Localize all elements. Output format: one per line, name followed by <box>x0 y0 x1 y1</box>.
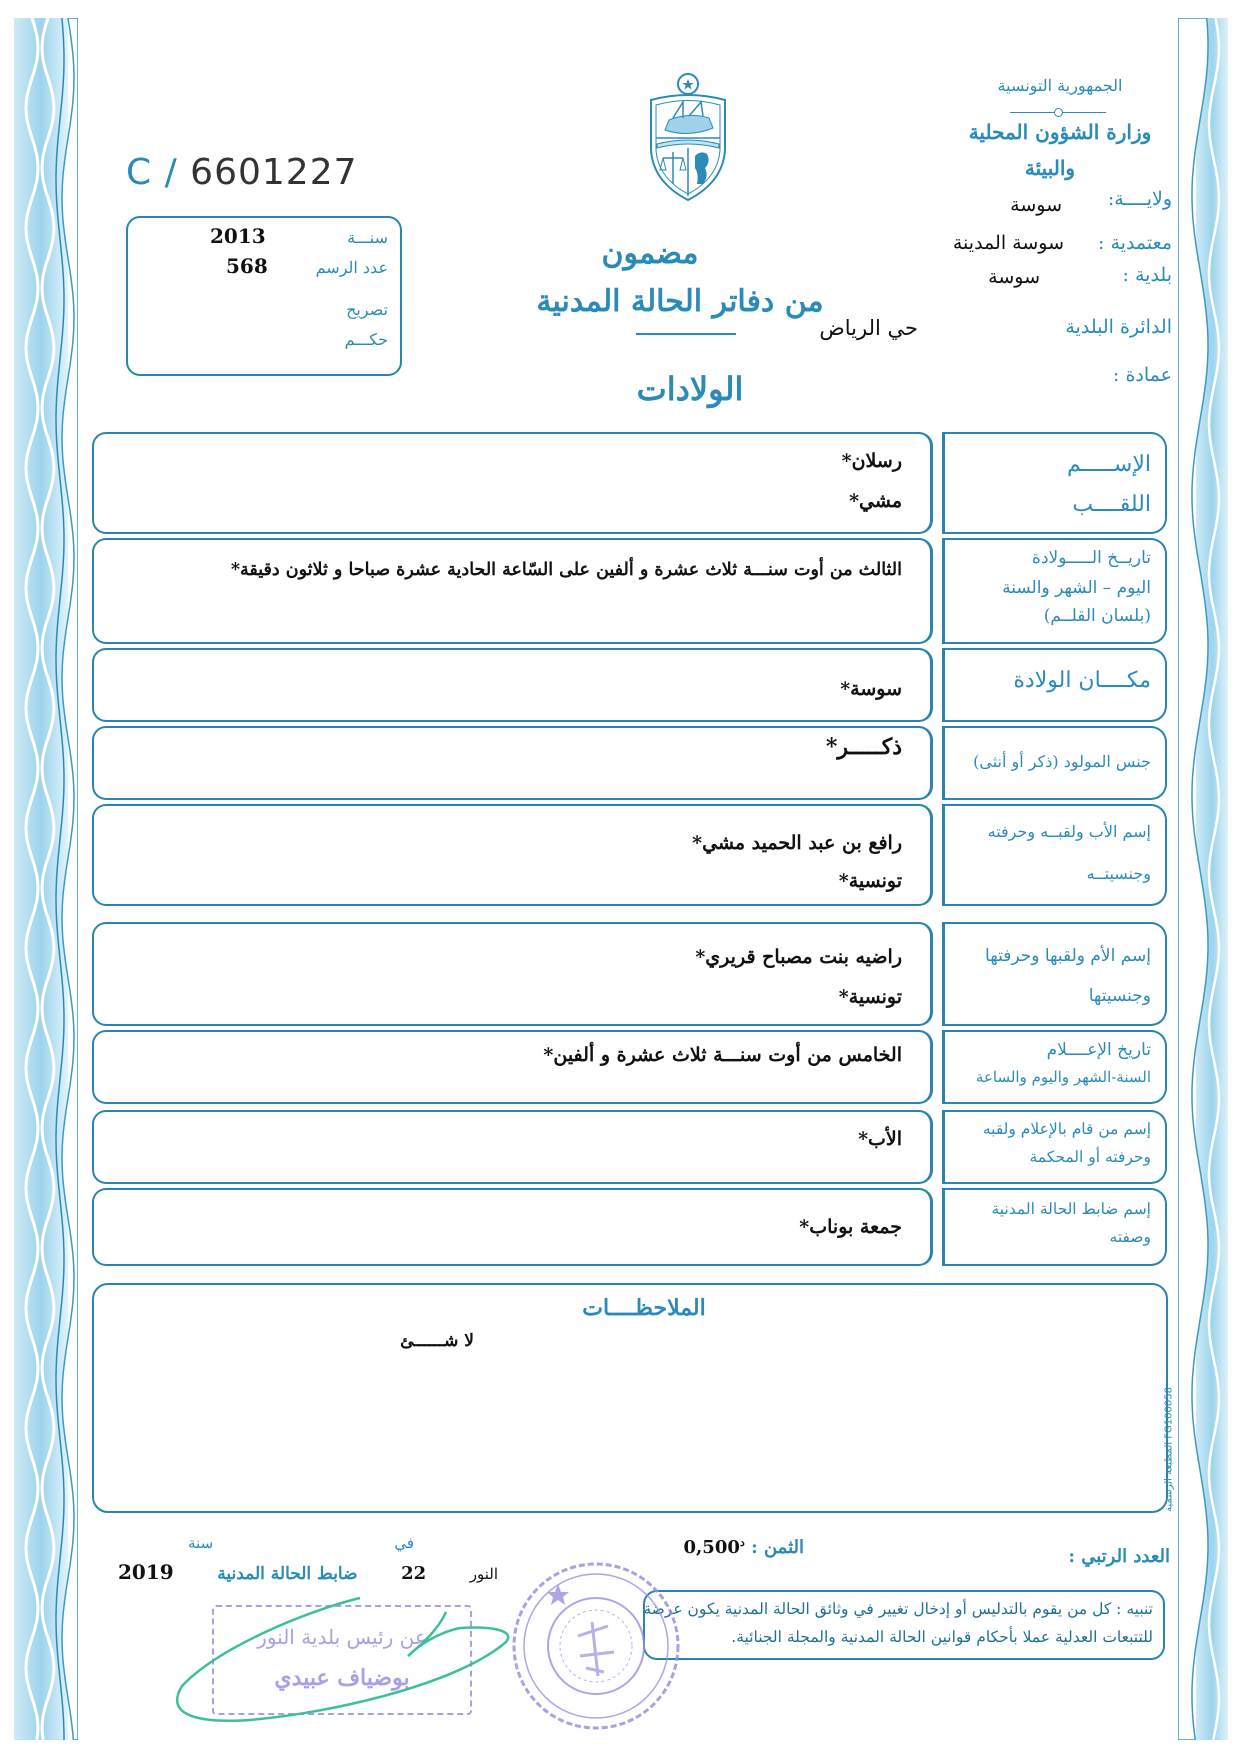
sex-label: جنس المولود (ذكر أو أنثى) <box>973 752 1151 771</box>
price-unit: د <box>739 1536 745 1549</box>
birth-place-value: سوسة* <box>840 678 902 700</box>
serial-value: 6601227 <box>190 152 358 193</box>
declarant-value: الأب* <box>858 1128 902 1150</box>
official-round-seal-icon <box>508 1556 684 1736</box>
issue-place: النور <box>469 1565 498 1583</box>
legal-warning-box <box>643 1590 1165 1660</box>
birth-date-label-1: تاريــخ الـــــولادة <box>1032 548 1151 568</box>
mother-label-1: إسم الأم ولقبها وحرفتها <box>985 946 1151 966</box>
date-in-label: في <box>394 1534 414 1552</box>
row-birth-place-value <box>92 648 933 722</box>
republic-title: الجمهورية التونسية <box>997 76 1123 95</box>
officer-value: جمعة بوناب* <box>799 1216 902 1238</box>
serial-order-label: العدد الرتبي : <box>1068 1546 1170 1567</box>
row-birth-date-value <box>92 538 933 644</box>
row-declarant-value <box>92 1110 933 1184</box>
father-label-1: إسم الأب ولقبــه وحرفته <box>987 822 1151 841</box>
sex-value: ذكـــــر* <box>825 734 902 760</box>
document-title-line-2: من دفاتر الحالة المدنية <box>536 284 824 319</box>
ministry-line-2: والبيئة <box>1024 156 1076 180</box>
price-value <box>684 1537 745 1558</box>
issue-day: 22 <box>401 1563 427 1584</box>
declaration-label: تصريح <box>346 300 388 319</box>
row-sex-label <box>942 726 1167 800</box>
declaration-date-value: الخامس من أوت سنـــة ثلاث عشرة و ألفين* <box>543 1044 902 1066</box>
warning-line-1: تنبيه : كل من يقوم بالتدليس أو إدخال تغيير في وثائق الحالة المدنية يكون عرضة <box>643 1600 1153 1618</box>
tunisia-coat-of-arms-icon <box>643 72 733 204</box>
declaration-date-label-2: السنة-الشهر واليوم والساعة <box>975 1068 1151 1086</box>
date-values-row <box>118 1560 498 1588</box>
title-underline <box>636 333 736 335</box>
birth-place-label: مكــــان الولادة <box>1013 668 1151 693</box>
officer-label-2: وصفته <box>1109 1228 1151 1246</box>
row-father-label <box>942 804 1167 906</box>
mother-nationality-value: تونسية* <box>838 986 902 1008</box>
governorate-label: ولايــــة: <box>1107 188 1172 210</box>
left-guilloche-border <box>14 18 78 1740</box>
document-title-births: الولادات <box>636 370 744 408</box>
issue-year: 2019 <box>118 1560 174 1584</box>
governorate-value: سوسة <box>1010 194 1062 216</box>
notes-value: لا شــــــئ <box>400 1331 474 1351</box>
document-title-line-1: مضمون <box>601 236 699 271</box>
row-mother-label <box>942 922 1167 1026</box>
row-officer-label <box>942 1188 1167 1266</box>
declaration-date-label-1: تاريخ الإعــــلام <box>1046 1040 1151 1060</box>
sector-label: عمادة : <box>1113 364 1172 386</box>
right-guilloche-border <box>1178 18 1228 1740</box>
mother-name-value: راضيه بنت مصباح قريري* <box>695 946 902 968</box>
register-year: 2013 <box>210 224 266 248</box>
row-name-value <box>92 432 933 534</box>
officer-label-1: إسم ضابط الحالة المدنية <box>991 1200 1151 1218</box>
serial-prefix: C / <box>126 152 178 193</box>
price-amount: 0,500 <box>683 1537 740 1558</box>
row-declarant-label <box>942 1110 1167 1184</box>
register-year-label: سنـــة <box>347 228 388 247</box>
register-number: 568 <box>226 254 268 278</box>
surname-value: مشي* <box>849 490 902 512</box>
header-separator <box>1010 112 1106 113</box>
stamp-line-1: عن رئيس بلدية النور <box>257 1625 427 1649</box>
municipal-district-label: الدائرة البلدية <box>1065 316 1172 338</box>
birth-date-value: الثالث من أوت سنـــة ثلاث عشرة و ألفين على السّاعة الحادية عشرة صباحا و ثلاثون دقيقة* <box>230 560 902 580</box>
mother-label-2: وجنسيتها <box>1088 986 1151 1006</box>
delegation-label: معتمدية : <box>1098 232 1172 254</box>
row-father-value <box>92 804 933 906</box>
municipal-district-value: حي الرياض <box>819 316 918 340</box>
first-name-label: الإســـــم <box>1067 452 1151 477</box>
row-mother-value <box>92 922 933 1026</box>
judgment-label: حكـــم <box>344 330 388 349</box>
row-name-label <box>942 432 1167 534</box>
register-number-label: عدد الرسم <box>315 258 388 277</box>
delegation-value: سوسة المدينة <box>952 232 1064 254</box>
serial-number <box>126 152 358 193</box>
ministry-line-1: وزارة الشؤون المحلية <box>968 120 1152 144</box>
handwritten-signature <box>160 1596 520 1730</box>
first-name-value: رسلان* <box>841 450 902 472</box>
price <box>684 1536 805 1558</box>
declarant-label-2: وحرفته أو المحكمة <box>1029 1148 1151 1166</box>
price-label: الثمن : <box>751 1537 804 1558</box>
date-year-label: سنة <box>188 1534 214 1552</box>
municipality-label: بلدية : <box>1122 264 1172 286</box>
row-officer-value <box>92 1188 933 1266</box>
father-label-2: وجنسيتــه <box>1086 864 1151 883</box>
birth-date-label-2: اليوم – الشهر والسنة <box>1002 578 1151 598</box>
date-header-row <box>118 1534 498 1554</box>
father-nationality-value: تونسية* <box>838 870 902 892</box>
birth-date-label-3: (بلسان القلــم) <box>1043 606 1151 626</box>
father-name-value: رافع بن عبد الحميد مشي* <box>692 832 902 854</box>
register-box <box>126 216 402 376</box>
row-sex-value <box>92 726 933 800</box>
official-printer-code: المطبعة الرسمية FG100058 <box>1163 1387 1175 1512</box>
officer-title: ضابط الحالة المدنية <box>217 1564 358 1584</box>
row-declaration-date-label <box>942 1030 1167 1104</box>
declarant-label-1: إسم من قام بالإعلام ولقبه <box>982 1120 1151 1138</box>
notes-box <box>92 1283 1168 1513</box>
row-declaration-date-value <box>92 1030 933 1104</box>
municipality-value: سوسة <box>988 266 1040 288</box>
warning-line-2: للتتبعات العدلية عملا بأحكام قوانين الحالة المدنية والمجلة الجنائية. <box>731 1628 1153 1646</box>
notes-title: الملاحظــــات <box>582 1295 706 1321</box>
row-birth-date-label <box>942 538 1167 644</box>
stamp-line-2: بوضياف عبيدي <box>274 1665 410 1691</box>
row-birth-place-label <box>942 648 1167 722</box>
surname-label: اللقــــب <box>1072 492 1151 517</box>
